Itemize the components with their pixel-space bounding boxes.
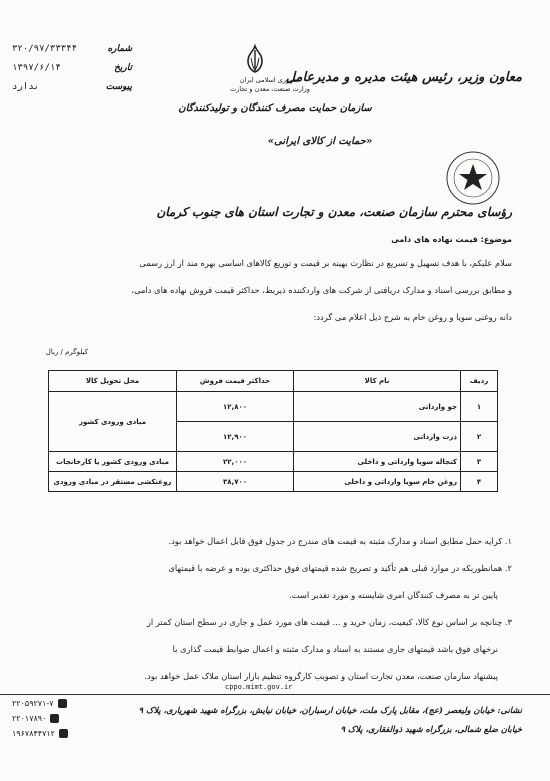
- row-number: ۳: [461, 452, 498, 472]
- sender-title: معاون وزیر، رئیس هیئت مدیره و مدیرعامل: [285, 70, 522, 85]
- body-paragraph-2: و مطابق بررسی اسناد و مدارک دریافتی از شرکت های واردکننده ذیربط، حداکثر قیمت فروش نهاده های دامی،: [131, 285, 512, 295]
- header-max-price: حداکثر قیمت فروش: [177, 371, 294, 392]
- attachment-value: ندارد: [12, 82, 40, 92]
- row-number: ۱: [461, 392, 498, 422]
- subject-line: موضوع: قیمت نهاده های دامی: [391, 235, 512, 244]
- postal-code: ۱۹۶۷۸۴۴۷۱۲: [12, 729, 55, 738]
- meta-number-row: [12, 40, 132, 59]
- header-lines: [190, 76, 350, 94]
- product-name: روغن خام سویا وارداتی و داخلی: [294, 472, 461, 492]
- list-item: پیشنهاد سازمان صنعت، معدن تجارت استان و تصویب کارگروه تنظیم بازار استان ملاک عمل خواهد بود.: [144, 671, 498, 681]
- address-block: [102, 701, 522, 739]
- organization-name: سازمان حمایت مصرف کنندگان و تولیدکنندگان: [178, 103, 372, 114]
- letter-date: ۱۳۹۷/۶/۱۴: [12, 63, 61, 73]
- iran-emblem-icon: [240, 44, 270, 74]
- row-number: ۴: [461, 472, 498, 492]
- delivery-location: مبادی ورودی کشور یا کارخانجات: [49, 452, 177, 472]
- max-price: ۱۲,۸۰۰: [177, 392, 294, 422]
- body-paragraph-3: دانه روغنی سویا و روغن خام به شرح ذیل اعلام می گردد:: [313, 312, 512, 322]
- letter-meta: [12, 40, 132, 97]
- table-header-row: [49, 371, 498, 392]
- republic-text: جمهوری اسلامی ایران: [239, 76, 301, 84]
- recipient-line: رؤسای محترم سازمان صنعت، معدن و تجارت استان های جنوب کرمان: [156, 205, 512, 219]
- slogan-banner: «حمایت از کالای ایرانی»: [267, 136, 373, 147]
- list-item: ۱. کرایه حمل مطابق اسناد و مدارک مثبته به قیمت های مندرج در جدول فوق قابل اعمال خواهد بود.: [168, 536, 512, 546]
- mailbox-icon: [59, 729, 68, 738]
- phone-icon: [58, 699, 67, 708]
- number-label: شماره: [107, 44, 132, 54]
- footer-divider: [0, 694, 550, 695]
- header-delivery: محل تحویل کالا: [49, 371, 177, 392]
- fax-icon: [50, 714, 59, 723]
- fax-number: ۲۲۰۱۷۸۹۰: [12, 714, 47, 723]
- row-number: ۲: [461, 422, 498, 452]
- list-item: ۳. چنانچه بر اساس نوع کالا، کیفیت، زمان خرید و ... قیمت های مورد عمل و جاری در سطح استان کمتر از: [146, 617, 512, 627]
- letter-number: ۳۲۰/۹۷/۳۳۳۴۴: [12, 44, 78, 54]
- table-row: [49, 452, 498, 472]
- max-price: ۱۲,۹۰۰: [177, 422, 294, 452]
- unit-label: کیلوگرم / ریال: [45, 348, 88, 356]
- address-line-2: خیابان ضلع شمالی، بزرگراه شهید ذوالفقاری، پلاک ۹: [340, 724, 522, 734]
- list-item: پایین تر به مصرف کنندگان امری شایسته و مورد تقدیر است.: [289, 590, 498, 600]
- delivery-location: روغنکشی مستقر در مبادی ورودی: [49, 472, 177, 492]
- max-price: ۲۲,۰۰۰: [177, 452, 294, 472]
- list-item: نرخهای فوق باشد قیمتهای جاری مستند به اسناد و مدارک مثبته و اعمال ضوابط قیمت گذاری با: [172, 644, 498, 654]
- phone-number: ۲۲۰۵۹۲۷۱-۷: [12, 699, 54, 708]
- date-label: تاریخ: [114, 63, 132, 73]
- meta-attachment-row: [12, 78, 132, 97]
- price-table: [48, 370, 498, 492]
- max-price: ۳۸,۷۰۰: [177, 472, 294, 492]
- meta-date-row: [12, 59, 132, 78]
- table-row: [49, 392, 498, 422]
- ministry-text: وزارت صنعت، معدن و تجارت: [230, 85, 310, 93]
- product-name: ذرت وارداتی: [294, 422, 461, 452]
- body-paragraph-1: سلام علیکم، با هدف تسهیل و تسریع در نظارت بهینه بر قیمت و توزیع کالاهای اساسی بهره مند از ارز رسمی: [139, 258, 512, 268]
- product-name: جو وارداتی: [294, 392, 461, 422]
- organization-seal-icon: [445, 150, 501, 206]
- website-text: cppo.mimt.gov.ir: [225, 683, 293, 691]
- table-row: [49, 472, 498, 492]
- product-name: کنجاله سویا وارداتی و داخلی: [294, 452, 461, 472]
- address-line-1: نشانی: خیابان ولیعصر (عج)، مقابل پارک ملت، خیابان ارسباران، خیابان نیایش، بزرگراه شهید شهریاری، پلاک ۹: [138, 705, 522, 715]
- header-row-number: ردیف: [461, 371, 498, 392]
- delivery-location: مبادی ورودی کشور: [49, 392, 177, 452]
- list-item: ۲. همانطوریکه در موارد قبلی هم تأکید و تصریح شده قیمتهای فوق حداکثری بوده و عرضه با قیمتهای: [168, 563, 512, 573]
- attachment-label: پیوست: [105, 82, 132, 92]
- header-product: نام کالا: [294, 371, 461, 392]
